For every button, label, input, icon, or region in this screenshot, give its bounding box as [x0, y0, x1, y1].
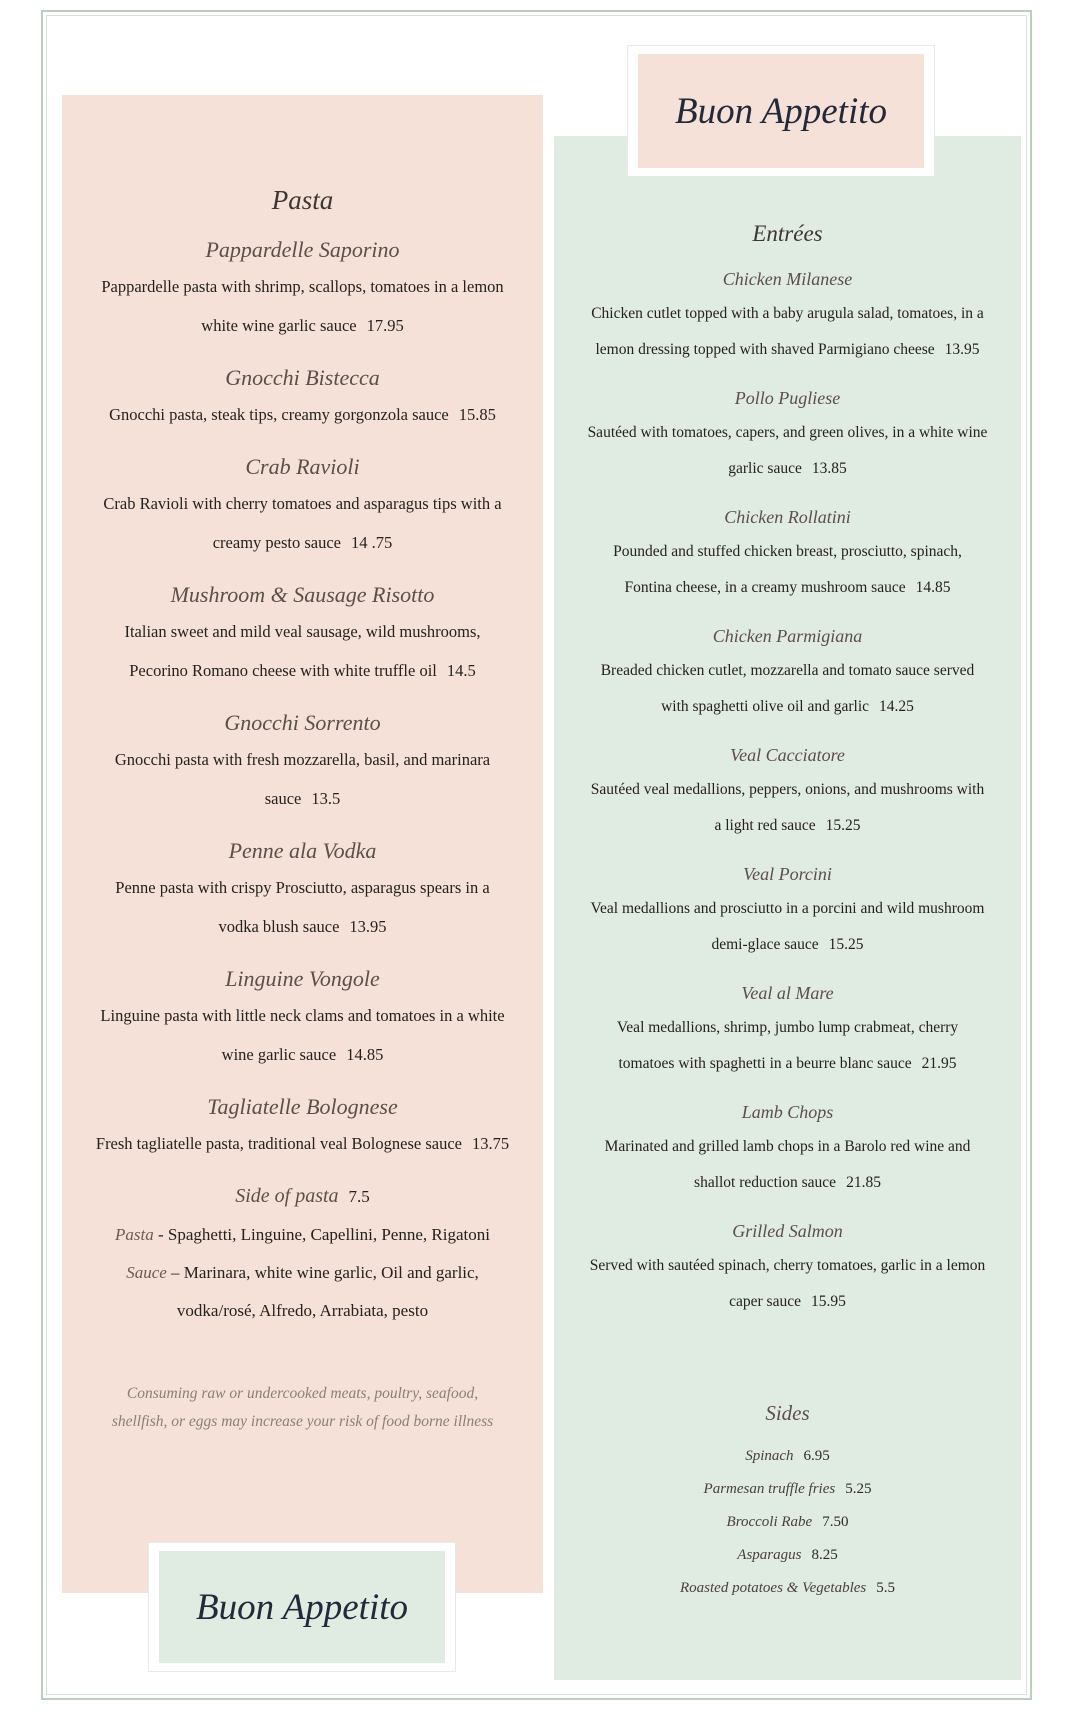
item-description: Pounded and stuffed chicken breast, prosciutto, spinach, Fontina cheese, in a creamy mushroom sauce 14.85: [613, 543, 962, 596]
item-description: Pappardelle pasta with shrimp, scallops, tomatoes in a lemon white wine garlic sauce 17.95: [101, 277, 504, 335]
item-price: 21.85: [846, 1174, 881, 1191]
menu-item: [62, 363, 543, 434]
item-name: Veal Porcini: [743, 864, 832, 884]
item-price: 14.5: [446, 661, 476, 680]
item-description: Marinated and grilled lamb chops in a Barolo red wine and shallot reduction sauce 21.85: [604, 1138, 971, 1191]
item-price: 15.25: [825, 817, 861, 834]
side-item: Spinach 6.95: [745, 1448, 830, 1464]
item-price: 14 .75: [351, 533, 393, 552]
side-of-pasta: [62, 1177, 543, 1330]
banner-top-text: Buon Appetito: [638, 54, 924, 168]
item-name: Gnocchi Bistecca: [225, 365, 380, 390]
item-name: Veal Cacciatore: [730, 745, 845, 765]
menu-item: [554, 1099, 1021, 1201]
menu-item: [62, 708, 543, 818]
menu-item: [62, 836, 543, 946]
item-name: Crab Ravioli: [245, 454, 360, 479]
item-description: Served with sautéed spinach, cherry tomatoes, garlic in a lemon caper sauce 15.95: [589, 1257, 986, 1310]
item-price: 15.95: [810, 1293, 846, 1310]
menu-item: [62, 1092, 543, 1163]
item-name: Pollo Pugliese: [734, 388, 841, 408]
item-price: 17.95: [366, 316, 404, 335]
item-price: 13.85: [811, 460, 847, 477]
menu-item: [62, 452, 543, 562]
item-name: Tagliatelle Bolognese: [207, 1094, 398, 1119]
item-name: Chicken Milanese: [722, 269, 853, 289]
side-of-pasta-price: 7.5: [348, 1187, 370, 1206]
side-item: Parmesan truffle fries 5.25: [703, 1481, 872, 1497]
menu-item: [554, 504, 1021, 606]
pasta-section: [62, 95, 543, 1436]
item-description: Chicken cutlet topped with a baby arugula salad, tomatoes, in a lemon dressing topped with shaved Parmigiano cheese 13.95: [591, 305, 984, 358]
item-price: 14.25: [879, 698, 914, 715]
item-price: 15.25: [828, 936, 864, 953]
item-price: 21.95: [921, 1055, 957, 1072]
item-name: Lamb Chops: [741, 1102, 834, 1122]
item-description: Breaded chicken cutlet, mozzarella and tomato sauce served with spaghetti olive oil and garlic 14.25: [600, 662, 975, 715]
side-of-pasta-heading: [62, 1177, 543, 1216]
sauce-options-continued: vodka/rosé, Alfredo, Arrabiata, pesto: [176, 1301, 429, 1320]
item-price: 13.95: [349, 917, 387, 936]
menu-item: [554, 980, 1021, 1082]
menu-item: [554, 385, 1021, 487]
menu-item: [62, 235, 543, 345]
item-description: Veal medallions and prosciutto in a porcini and wild mushroom demi-glace sauce 15.25: [590, 900, 985, 953]
entrees-section: [554, 136, 1021, 1605]
food-safety-warning: Consuming raw or undercooked meats, poultry, seafood, shellfish, or eggs may increase your risk of food borne illness: [111, 1385, 494, 1430]
item-description: Penne pasta with crispy Prosciutto, asparagus spears in a vodka blush sauce 13.95: [115, 878, 490, 936]
item-name: Penne ala Vodka: [228, 838, 377, 863]
side-item: Asparagus 8.25: [737, 1547, 838, 1563]
item-price: 13.95: [944, 341, 980, 358]
item-name: Pappardelle Saporino: [205, 237, 400, 262]
item-description: Veal medallions, shrimp, jumbo lump crabmeat, cherry tomatoes with spaghetti in a beurre blanc sauce 21.95: [616, 1019, 959, 1072]
item-name: Gnocchi Sorrento: [224, 710, 381, 735]
sauce-options: Sauce – Marinara, white wine garlic, Oil and garlic,: [126, 1263, 479, 1282]
side-item: Roasted potatoes & Vegetables 5.5: [680, 1580, 895, 1596]
item-description: Crab Ravioli with cherry tomatoes and asparagus tips with a creamy pesto sauce 14 .75: [103, 494, 502, 552]
pasta-options: Pasta - Spaghetti, Linguine, Capellini, Penne, Rigatoni: [115, 1225, 490, 1244]
item-description: Fresh tagliatelle pasta, traditional veal Bolognese sauce 13.75: [95, 1134, 510, 1153]
item-price: 14.85: [346, 1045, 384, 1064]
banner-bottom: [149, 1543, 455, 1671]
menu-item: [554, 623, 1021, 725]
item-description: Gnocchi pasta, steak tips, creamy gorgonzola sauce 15.85: [109, 405, 496, 424]
item-price: 13.75: [471, 1134, 510, 1153]
item-name: Veal al Mare: [741, 983, 834, 1003]
item-price: 15.85: [458, 405, 496, 424]
pasta-title: Pasta: [271, 185, 334, 215]
menu-item: [554, 266, 1021, 368]
sides-title: Sides: [765, 1401, 810, 1425]
menu-item: [554, 742, 1021, 844]
side-of-pasta-title: Side of pasta: [235, 1185, 339, 1207]
item-name: Mushroom & Sausage Risotto: [170, 582, 435, 607]
item-name: Grilled Salmon: [732, 1221, 843, 1241]
item-description: Sautéed veal medallions, peppers, onions, and mushrooms with a light red sauce 15.25: [590, 781, 985, 834]
menu-item: [554, 861, 1021, 963]
banner-bottom-text: Buon Appetito: [159, 1551, 445, 1663]
item-price: 13.5: [311, 789, 341, 808]
menu-item: [62, 580, 543, 690]
item-description: Italian sweet and mild veal sausage, wild mushrooms, Pecorino Romano cheese with white truffle oil 14.5: [124, 622, 481, 680]
menu-item: [62, 964, 543, 1074]
item-description: Sautéed with tomatoes, capers, and green olives, in a white wine garlic sauce 13.85: [587, 424, 988, 477]
item-price: 14.85: [915, 579, 951, 596]
item-description: Linguine pasta with little neck clams and tomatoes in a white wine garlic sauce 14.85: [100, 1006, 505, 1064]
sides-list: [554, 1440, 1021, 1605]
menu-item: [554, 1218, 1021, 1320]
item-description: Gnocchi pasta with fresh mozzarella, basil, and marinara sauce 13.5: [114, 750, 491, 808]
item-name: Chicken Parmigiana: [712, 626, 863, 646]
entrees-title: Entrées: [752, 221, 823, 246]
item-name: Chicken Rollatini: [724, 507, 851, 527]
item-name: Linguine Vongole: [225, 966, 380, 991]
side-item: Broccoli Rabe 7.50: [726, 1514, 849, 1530]
